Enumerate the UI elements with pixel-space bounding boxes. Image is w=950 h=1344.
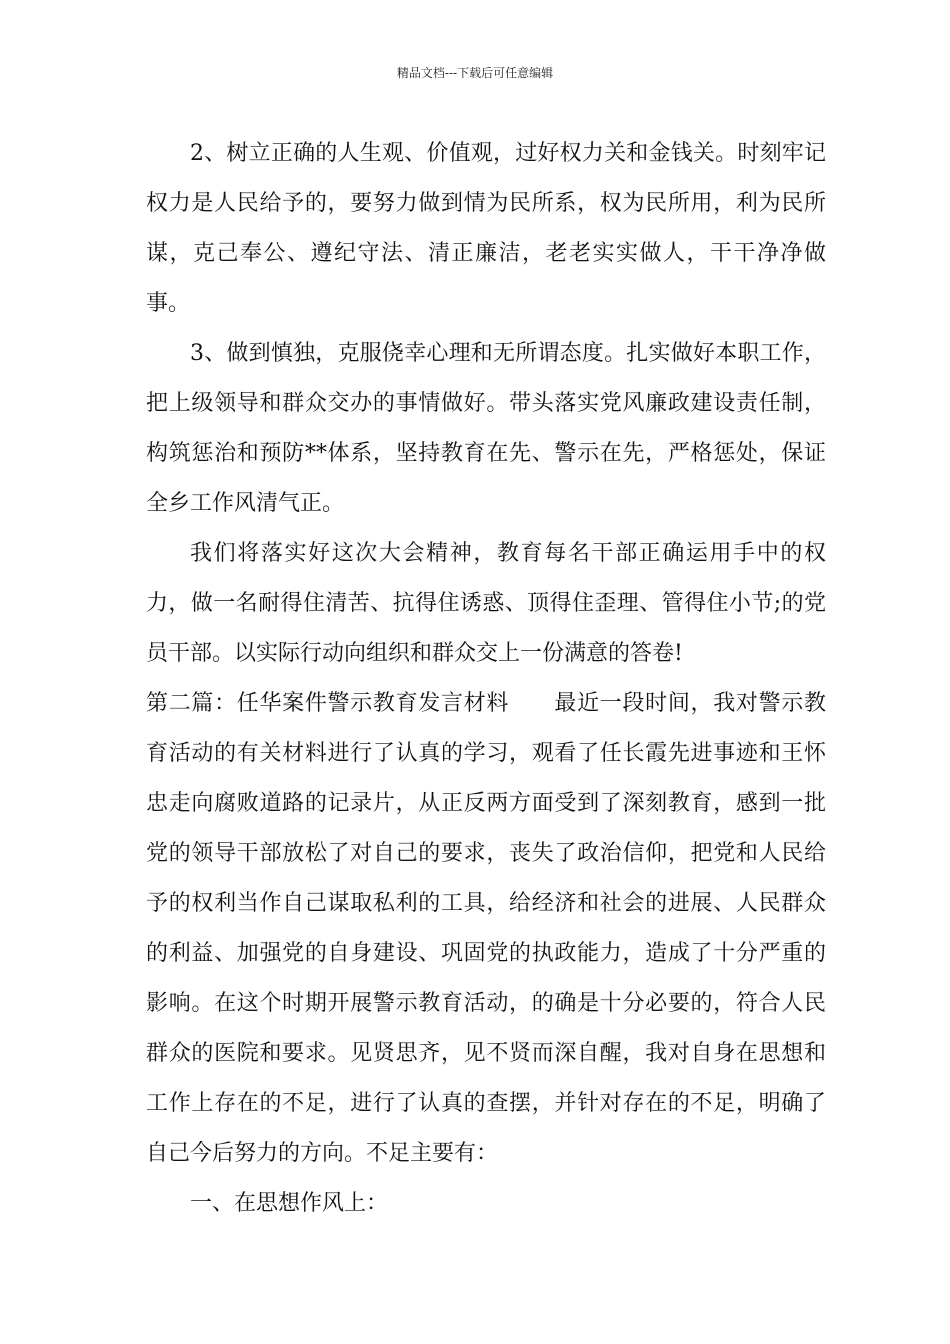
document-body bbox=[146, 129, 826, 1229]
paragraph-conclusion: 我们将落实好这次大会精神，教育每名干部正确运用手中的权力，做一名耐得住清苦、抗得住诱惑、顶得住歪理、管得住小节;的党员干部。以实际行动向组织和群众交上一份满意的答卷! bbox=[146, 541, 826, 666]
paragraph-point-3: 3、做到慎独，克服侥幸心理和无所谓态度。扎实做好本职工作，把上级领导和群众交办的事情做好。带头落实党风廉政建设责任制，构筑惩治和预防**体系，坚持教育在先、警示在先，严格惩处，保证全乡工作风清气正。 bbox=[146, 341, 826, 516]
page-header: 精品文档---下载后可任意编辑 bbox=[396, 66, 554, 80]
paragraph-second-article: 第二篇：任华案件警示教育发言材料 最近一段时间，我对警示教育活动的有关材料进行了认真的学习，观看了任长霞先进事迹和王怀忠走向腐败道路的记录片，从正反两方面受到了深刻教育，感到一批党的领导干部放松了对自己的要求，丧失了政治信仰，把党和人民给予的权利当作自己谋取私利的工具，给经济和社会的进展、人民群众的利益、加强党的自身建设、巩固党的执政能力，造成了十分严重的影响。在这个时期开展警示教育活动，的确是十分必要的，符合人民群众的医院和要求。见贤思齐，见不贤而深自醒，我对自身在思想和工作上存在的不足，进行了认真的查摆，并针对存在的不足，明确了自己今后努力的方向。不足主要有： bbox=[146, 691, 826, 1166]
section-heading-thinking-style: 一、在思想作风上： bbox=[190, 1191, 389, 1216]
paragraph-point-2: 2、树立正确的人生观、价值观，过好权力关和金钱关。时刻牢记权力是人民给予的，要努力做到情为民所系，权为民所用，利为民所谋，克己奉公、遵纪守法、清正廉洁，老老实实做人，干干净净做事。 bbox=[146, 141, 826, 316]
